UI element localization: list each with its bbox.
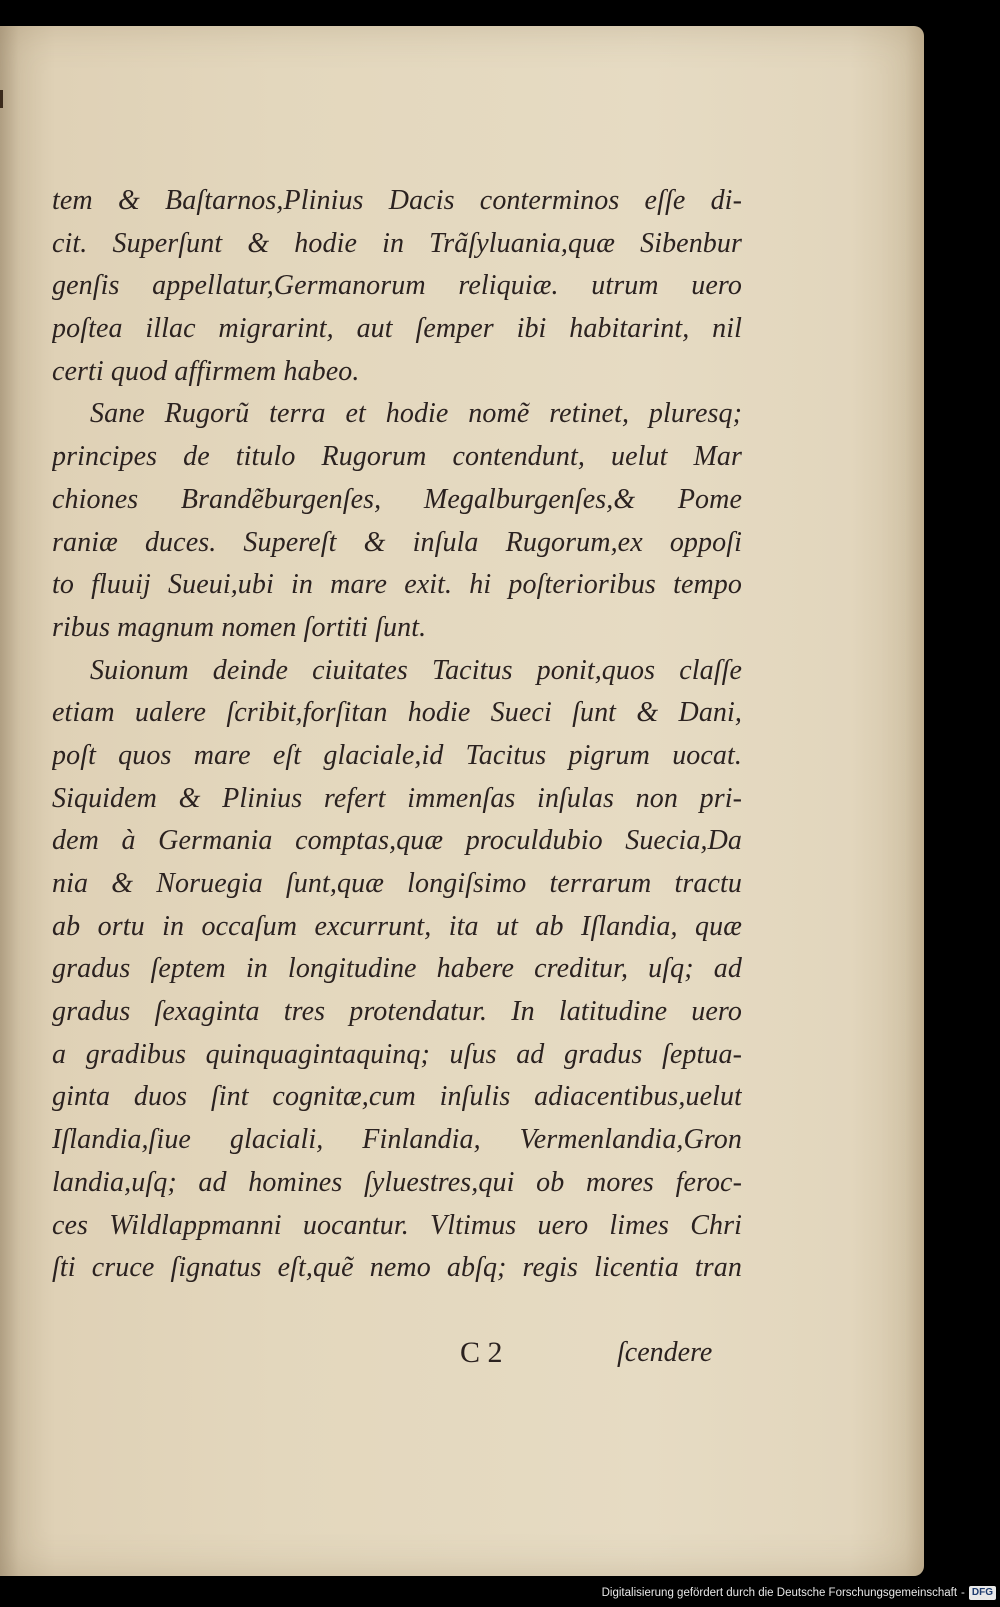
page-text [52,180,742,1290]
text-line: gradus ſeptem in longitudine habere creditur, uſq; ad [52,953,742,985]
text-line: genſis appellatur,Germanorum reliquiæ. utrum uero [52,270,742,302]
text-line: principes de titulo Rugorum contendunt, uelut Mar [52,441,742,473]
book-page [0,26,924,1576]
text-line: ab ortu in occaſum excurrunt, ita ut ab Iſlandia, quæ [52,910,742,942]
catchword: ſcendere [617,1337,713,1368]
digitization-credit [602,1586,996,1600]
text-line: ribus magnum nomen ſortiti ſunt. [52,611,427,643]
text-line: a gradibus quinquagintaquinq; uſus ad gradus ſeptua- [52,1038,742,1070]
text-line: raniæ duces. Supereſt & inſula Rugorum,ex oppoſi [52,526,742,558]
text-line: cit. Superſunt & hodie in Trãſyluania,quæ Sibenbur [52,227,742,259]
text-line: ginta duos ſint cognitæ,cum inſulis adiacentibus,uelut [52,1081,742,1113]
text-line: ces Wildlappmanni uocantur. Vltimus uero limes Chri [52,1209,742,1241]
text-line: dem à Germania comptas,quæ proculdubio Suecia,Da [52,825,742,857]
text-line: certi quod affirmem habeo. [52,355,360,387]
text-line: Iſlandia,ſiue glaciali, Finlandia, Vermenlandia,Gron [52,1124,742,1156]
text-line: etiam ualere ſcribit,forſitan hodie Sueci ſunt & Dani, [52,697,742,729]
text-line: chiones Brandẽburgenſes, Megalburgenſes,& Pome [52,483,742,515]
credit-separator: - [961,1587,965,1599]
text-line: Sane Rugorũ terra et hodie nomẽ retinet, pluresq; [90,398,742,430]
signature-mark: C 2 [460,1336,503,1369]
text-line: ſti cruce ſignatus eſt,quẽ nemo abſq; regis licentia tran [52,1252,742,1284]
text-line: poſt quos mare eſt glaciale,id Tacitus pigrum uocat. [52,739,742,771]
text-line: gradus ſexaginta tres protendatur. In latitudine uero [52,996,742,1028]
dfg-logo: DFG [969,1586,996,1600]
text-line: Suionum deinde ciuitates Tacitus ponit,quos claſſe [90,654,742,686]
text-line: poſtea illac migrarint, aut ſemper ibi habitarint, nil [52,313,742,345]
text-line: Siquidem & Plinius refert immenſas inſulas non pri- [52,782,742,814]
text-line: landia,uſq; ad homines ſyluestres,qui ob mores feroc- [52,1166,742,1198]
credit-text: Digitalisierung gefördert durch die Deutsche Forschungsgemeinschaft [601,1587,958,1599]
text-line: to fluuij Sueui,ubi in mare exit. hi poſterioribus tempo [52,569,742,601]
page-edge-mark [0,90,3,108]
text-line: nia & Noruegia ſunt,quæ longiſsimo terrarum tractu [52,868,742,899]
text-line: tem & Baſtarnos,Plinius Dacis conterminos eſſe di- [52,185,742,216]
